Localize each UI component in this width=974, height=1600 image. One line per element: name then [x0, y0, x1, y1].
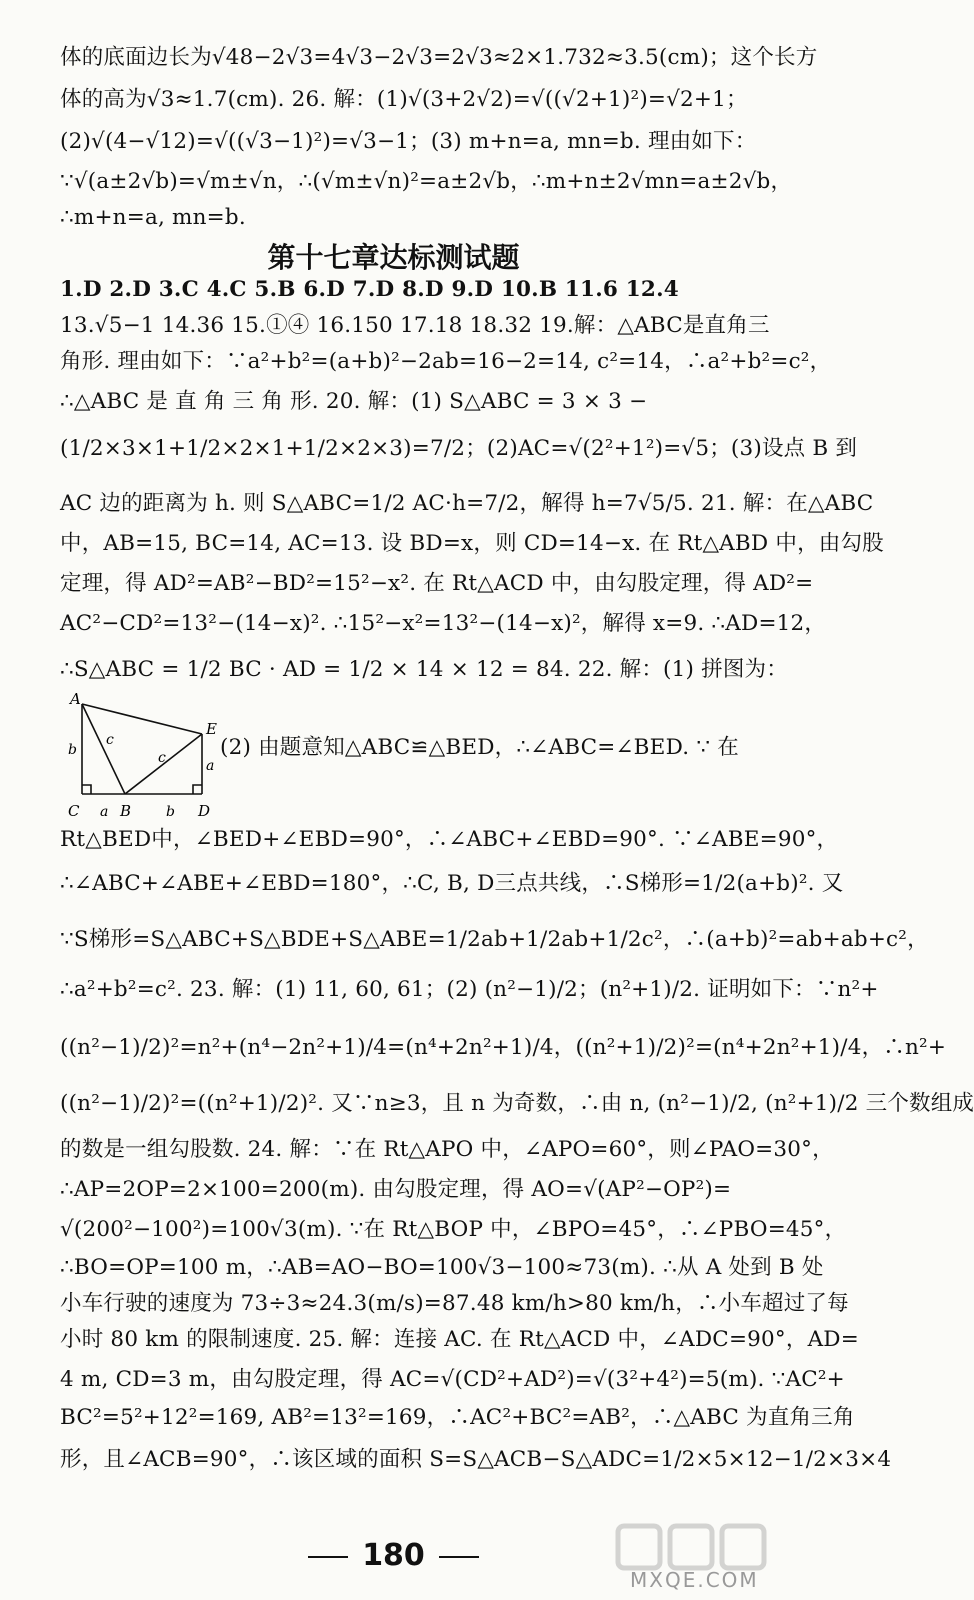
figure-side-text: (2) 由题意知△ABC≌△BED，∴∠ABC=∠BED. ∵ 在 [220, 735, 739, 760]
fig-label-e: E [206, 720, 217, 738]
text-line: ∴BO=OP=100 m，∴AB=AO−BO=100√3−100≈73(m). ∴从 A 处到 B 处 [60, 1255, 824, 1280]
fig-label-b: B [120, 802, 132, 820]
fig-side-b: b [166, 804, 175, 820]
text-line: AC 边的距离为 h. 则 S△ABC=1/2 AC·h=7/2，解得 h=7√5/5. 21. 解：在△ABC [60, 491, 874, 516]
trapezoid-figure [60, 690, 220, 822]
text-line: Rt△BED中，∠BED+∠EBD=90°，∴∠ABC+∠EBD=90°. ∵∠ABE=90°， [60, 827, 839, 852]
answer-line: 1.D 2.D 3.C 4.C 5.B 6.D 7.D 8.D 9.D 10.B 11.6 12.4 [60, 277, 679, 302]
text-line: (2)√(4−√12)=√((√3−1)²)=√3−1；(3) m+n=a, mn=b. 理由如下： [60, 129, 757, 154]
text-line: ∴△ABC 是 直 角 三 角 形. 20. 解：(1) S△ABC = 3 × 3 − [60, 389, 648, 414]
page-number-text: 180 [362, 1538, 425, 1573]
text-line: 小车行驶的速度为 73÷3≈24.3(m/s)=87.48 km/h>80 km/h，∴小车超过了每 [60, 1291, 849, 1316]
text-line: ∴a²+b²=c². 23. 解：(1) 11, 60, 61；(2) (n²−1)/2；(n²+1)/2. 证明如下：∵n²+ [60, 977, 879, 1002]
fig-side-c: c [106, 732, 114, 748]
fig-label-a: A [70, 690, 81, 708]
fig-label-d: D [198, 802, 211, 820]
text-line: ∵√(a±2√b)=√m±√n，∴(√m±√n)²=a±2√b，∴m+n±2√mn=a±2√b， [60, 169, 793, 194]
text-line: ∴AP=2OP=2×100=200(m). 由勾股定理，得 AO=√(AP²−OP²)= [60, 1177, 732, 1202]
text-line: 体的高为√3≈1.7(cm). 26. 解：(1)√(3+2√2)=√((√2+1)²)=√2+1； [60, 87, 748, 112]
text-line: ((n²−1)/2)²=n²+(n⁴−2n²+1)/4=(n⁴+2n²+1)/4，((n²+1)/2)²=(n⁴+2n²+1)/4，∴n²+ [60, 1035, 947, 1060]
text-line: ∴m+n=a, mn=b. [60, 205, 246, 230]
text-line: 定理，得 AD²=AB²−BD²=15²−x². 在 Rt△ACD 中，由勾股定理，得 AD²= [60, 571, 814, 596]
text-line: ∴S△ABC = 1/2 BC · AD = 1/2 × 14 × 12 = 84. 22. 解：(1) 拼图为： [60, 657, 788, 682]
text-line: 形，且∠ACB=90°，∴该区域的面积 S=S△ACB−S△ADC=1/2×5×12−1/2×3×4 [60, 1447, 892, 1472]
fig-side-b: b [68, 742, 77, 758]
text-line: (1/2×3×1+1/2×2×1+1/2×2×3)=7/2；(2)AC=√(2²+1²)=√5；(3)设点 B 到 [60, 436, 858, 461]
fig-side-c: c [158, 750, 166, 766]
chapter-17-heading: 第十七章达标测试题 [267, 241, 520, 274]
text-line: 角形. 理由如下：∵a²+b²=(a+b)²−2ab=16−2=14, c²=14，∴a²+b²=c²， [60, 349, 832, 374]
text-line: 中，AB=15, BC=14, AC=13. 设 BD=x，则 CD=14−x. 在 Rt△ABD 中，由勾股 [60, 531, 884, 556]
text-line: AC²−CD²=13²−(14−x)². ∴15²−x²=13²−(14−x)²，解得 x=9. ∴AD=12， [60, 611, 827, 636]
text-line: 体的底面边长为√48−2√3=4√3−2√3=2√3≈2×1.732≈3.5(cm)；这个长方 [60, 45, 818, 70]
text-line: 13.√5−1 14.36 15.①④ 16.150 17.18 18.32 19.解：△ABC是直角三 [60, 313, 770, 338]
text-line: 小时 80 km 的限制速度. 25. 解：连接 AC. 在 Rt△ACD 中，∠ADC=90°，AD= [60, 1327, 859, 1352]
text-line: BC²=5²+12²=169, AB²=13²=169，∴AC²+BC²=AB²，∴△ABC 为直角三角 [60, 1405, 855, 1430]
text-line: ((n²−1)/2)²=((n²+1)/2)². 又∵n≥3，且 n 为奇数，∴由 n, (n²−1)/2, (n²+1)/2 三个数组成 [60, 1091, 974, 1116]
text-line: ∵S梯形=S△ABC+S△BDE+S△ABE=1/2ab+1/2ab+1/2c²，∴(a+b)²=ab+ab+c²， [60, 927, 929, 952]
text-line: ∴∠ABC+∠ABE+∠EBD=180°，∴C, B, D三点共线，∴S梯形=1/2(a+b)². 又 [60, 871, 844, 896]
watermark-text: MXQE.COM [630, 1568, 759, 1592]
fig-side-a: a [206, 758, 215, 774]
text-line: √(200²−100²)=100√3(m). ∵在 Rt△BOP 中，∠BPO=45°，∴∠PBO=45°， [60, 1217, 847, 1242]
fig-label-c: C [68, 802, 80, 820]
fig-side-a: a [100, 804, 109, 820]
text-line: 4 m, CD=3 m，由勾股定理，得 AC=√(CD²+AD²)=√(3²+4²)=5(m). ∵AC²+ [60, 1367, 845, 1392]
text-line: 的数是一组勾股数. 24. 解：∵在 Rt△APO 中，∠APO=60°，则∠PAO=30°， [60, 1137, 834, 1162]
